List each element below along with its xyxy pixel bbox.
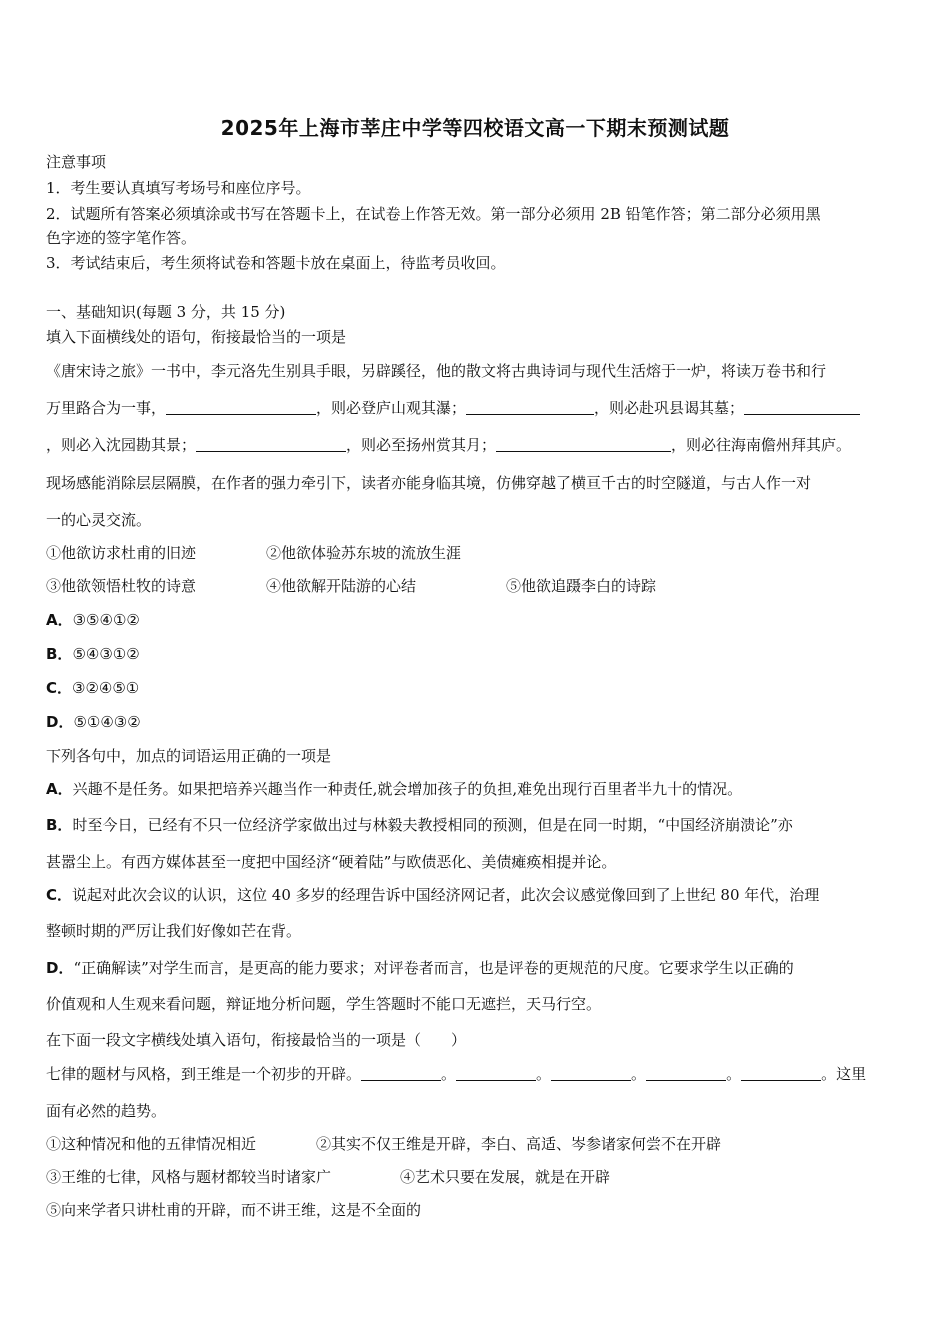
answer-blank-5[interactable] — [496, 437, 671, 452]
question-3-passage-line-1 — [46, 1064, 906, 1084]
answer-blank-1[interactable] — [361, 1066, 441, 1081]
separator: 。 — [631, 1065, 647, 1083]
sentence-1: ①这种情况和他的五律情况相近 — [46, 1135, 257, 1153]
question-2-prompt: 下列各句中，加点的词语运用正确的一项是 — [46, 747, 332, 765]
option-text: ⑤④③①② — [72, 645, 140, 663]
passage-text: 万里路合为一事， — [46, 399, 167, 417]
passage-text: ，则必入沈园勘其景； — [46, 436, 197, 454]
option-letter: B． — [46, 816, 73, 834]
question-2-option-c-cont: 整顿时期的严厉让我们好像如芒在背。 — [46, 922, 302, 940]
option-text: “正确解读”对学生而言，是更高的能力要求；对评卷者而言，也是评卷的更规范的尺度。它要求学生以正确的 — [73, 959, 794, 977]
option-text: ③②④⑤① — [72, 679, 140, 697]
answer-blank-3[interactable] — [744, 400, 860, 415]
sentence-3: ③王维的七律，风格与题材都较当时诸家广 — [46, 1168, 332, 1186]
separator: 。 — [726, 1065, 742, 1083]
notice-item-2-line-1: 2．试题所有答案必须填涂或书写在答题卡上，在试卷上作答无效。第一部分必须用 2B 铅笔作答；第二部分必须用黑 — [46, 205, 821, 223]
option-text: ⑤①④③② — [73, 713, 141, 731]
sentence-2: ②他欲体验苏东坡的流放生涯 — [266, 544, 462, 562]
question-2-option-d[interactable] — [46, 958, 906, 978]
question-3-passage-line-2: 面有必然的趋势。 — [46, 1102, 167, 1120]
option-letter: B． — [46, 645, 73, 663]
answer-blank-1[interactable] — [166, 400, 316, 415]
passage-text: ，则必往海南儋州拜其庐。 — [671, 436, 852, 454]
passage-text: 七律的题材与风格，到王维是一个初步的开辟。 — [46, 1065, 362, 1083]
option-text: 说起对此次会议的认识，这位 40 多岁的经理告诉中国经济网记者，此次会议感觉像回到了上世纪 80 年代，治理 — [72, 886, 820, 904]
sentence-2: ②其实不仅王维是开辟，李白、高适、岑参诸家何尝不在开辟 — [316, 1135, 722, 1153]
sentence-5: ⑤向来学者只讲杜甫的开辟，而不讲王维，这是不全面的 — [46, 1201, 422, 1219]
notice-heading: 注意事项 — [46, 153, 107, 171]
sentence-1: ①他欲访求杜甫的旧迹 — [46, 544, 197, 562]
option-text: 时至今日，已经有不只一位经济学家做出过与林毅夫教授相同的预测，但是在同一时期，“中国经济崩溃论”亦 — [72, 816, 793, 834]
passage-text: ，则必赴巩县谒其墓； — [594, 399, 745, 417]
question-2-option-d-cont: 价值观和人生观来看问题，辩证地分析问题，学生答题时不能口无遮拦，天马行空。 — [46, 995, 602, 1013]
passage-text: 。这里 — [821, 1065, 867, 1083]
question-1-option-d[interactable] — [46, 712, 906, 732]
question-1-option-a[interactable] — [46, 610, 906, 630]
option-letter: C． — [46, 679, 73, 697]
sentence-4: ④他欲解开陆游的心结 — [266, 577, 417, 595]
question-2-option-b-cont: 甚嚣尘上。有西方媒体甚至一度把中国经济“硬着陆”与欧债恶化、美债瘫痪相提并论。 — [46, 853, 617, 871]
question-2-option-c[interactable] — [46, 885, 906, 905]
question-1-prompt: 填入下面横线处的语句，衔接最恰当的一项是 — [46, 328, 347, 346]
answer-blank-4[interactable] — [646, 1066, 726, 1081]
question-1-passage-line-3 — [46, 435, 906, 455]
option-letter: A． — [46, 611, 73, 629]
passage-text: ，则必登庐山观其瀑； — [316, 399, 467, 417]
answer-blank-4[interactable] — [196, 437, 346, 452]
sentence-3: ③他欲领悟杜牧的诗意 — [46, 577, 197, 595]
option-letter: D． — [46, 959, 74, 977]
option-letter: A． — [46, 780, 73, 798]
notice-item-2-line-2: 色字迹的签字笔作答。 — [46, 229, 197, 247]
sentence-4: ④艺术只要在发展，就是在开辟 — [400, 1168, 611, 1186]
section-heading: 一、基础知识(每题 3 分，共 15 分) — [46, 303, 286, 321]
option-text: 兴趣不是任务。如果把培养兴趣当作一种责任,就会增加孩子的负担,难免出现行百里者半九十的情况。 — [72, 780, 743, 798]
separator: 。 — [536, 1065, 552, 1083]
question-2-option-a[interactable] — [46, 779, 906, 799]
passage-text: ，则必至扬州赏其月； — [346, 436, 497, 454]
question-1-option-c[interactable] — [46, 678, 906, 698]
option-letter: C． — [46, 886, 73, 904]
option-letter: D． — [46, 713, 74, 731]
answer-blank-2[interactable] — [456, 1066, 536, 1081]
answer-blank-5[interactable] — [741, 1066, 821, 1081]
question-1-passage-line-1: 《唐宋诗之旅》一书中，李元洛先生别具手眼，另辟蹊径，他的散文将古典诗词与现代生活熔于一炉，将读万卷书和行 — [46, 362, 827, 380]
option-text: ③⑤④①② — [72, 611, 140, 629]
answer-blank-3[interactable] — [551, 1066, 631, 1081]
answer-blank-2[interactable] — [466, 400, 594, 415]
question-1-passage-line-5: 一的心灵交流。 — [46, 511, 152, 529]
question-3-prompt: 在下面一段文字横线处填入语句，衔接最恰当的一项是（ ） — [46, 1031, 467, 1049]
question-2-option-b[interactable] — [46, 815, 906, 835]
question-1-option-b[interactable] — [46, 644, 906, 664]
page-title: 2025年上海市莘庄中学等四校语文高一下期末预测试题 — [220, 116, 730, 140]
separator: 。 — [441, 1065, 457, 1083]
question-1-passage-line-4: 现场感能消除层层隔膜，在作者的强力牵引下，读者亦能身临其境，仿佛穿越了横亘千古的时空隧道，与古人作一对 — [46, 474, 812, 492]
notice-item-1: 1．考生要认真填写考场号和座位序号。 — [46, 179, 311, 197]
sentence-5: ⑤他欲追蹑李白的诗踪 — [506, 577, 657, 595]
notice-item-3: 3．考试结束后，考生须将试卷和答题卡放在桌面上，待监考员收回。 — [46, 254, 506, 272]
question-1-passage-line-2 — [46, 398, 906, 418]
